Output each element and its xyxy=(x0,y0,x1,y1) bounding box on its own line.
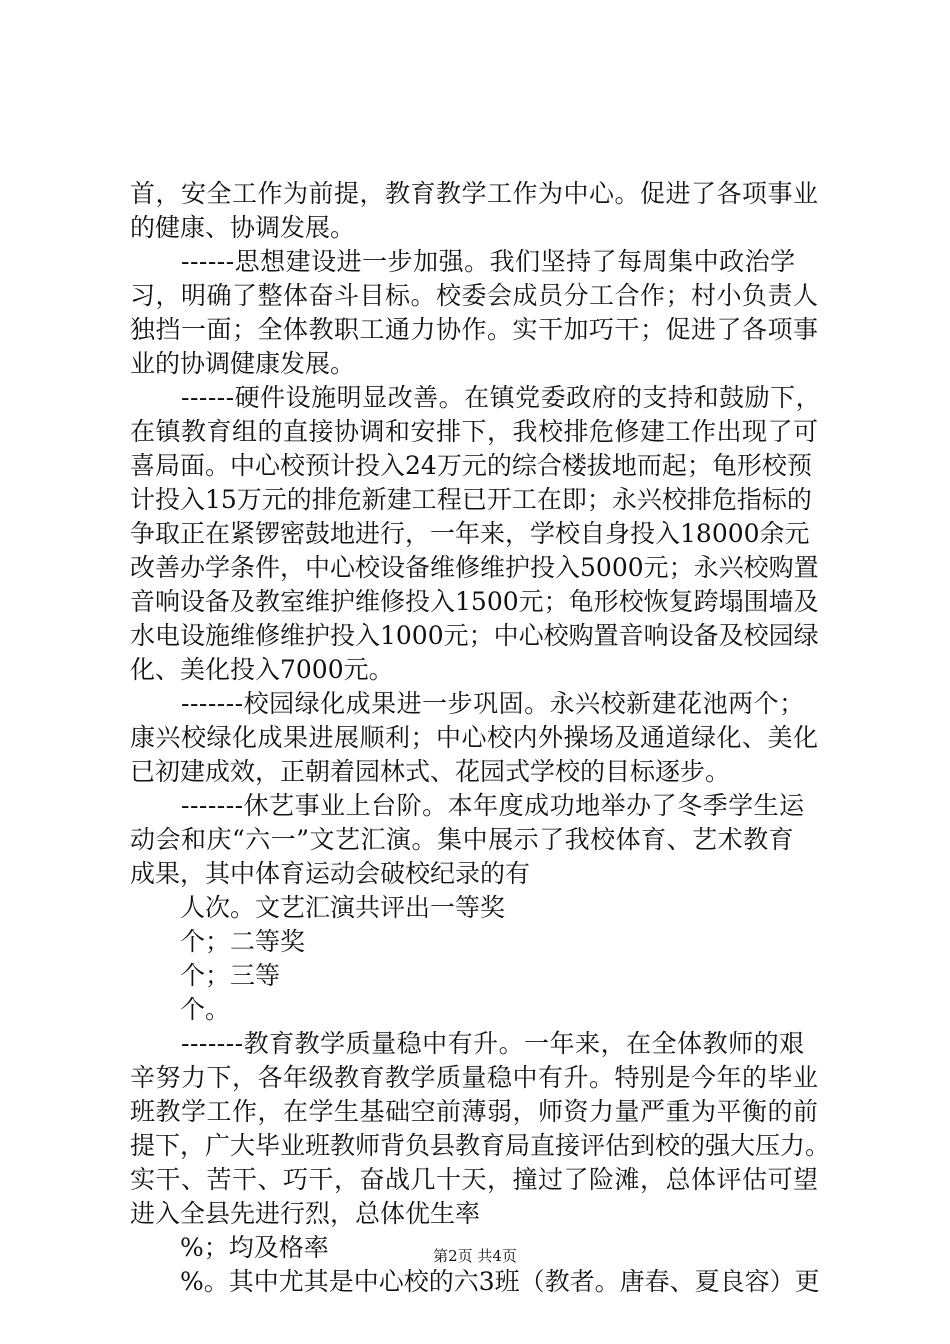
text-line: 音响设备及教室维护维修投入1500元；龟形校恢复跨塌围墙及 xyxy=(130,587,819,616)
text-line: 已初建成效，正朝着园林式、花园式学校的目标逐步。 xyxy=(130,757,731,786)
text-line: 的健康、协调发展。 xyxy=(130,213,356,242)
text-line: 提下，广大毕业班教师背负县教育局直接评估到校的强大压力。 xyxy=(130,1131,831,1160)
text-line: 进入全县先进行烈，总体优生率 xyxy=(130,1199,481,1228)
text-line: 个。 xyxy=(130,995,231,1024)
text-line: 喜局面。中心校预计投入24万元的综合楼拔地而起；龟形校预 xyxy=(130,451,812,480)
text-line: -------教育教学质量稳中有升。一年来，在全体教师的艰 xyxy=(130,1029,805,1058)
text-line: %；均及格率 xyxy=(130,1233,329,1262)
page-footer: 第2页 共4页 xyxy=(433,1247,517,1265)
text-line: 独挡一面；全体教职工通力协作。实干加巧干；促进了各项事 xyxy=(130,315,819,344)
text-line: 水电设施维修维护投入1000元；中心校购置音响设备及校园绿 xyxy=(130,621,819,650)
text-line: 化、美化投入7000元。 xyxy=(130,655,394,684)
text-line: -------校园绿化成果进一步巩固。永兴校新建花池两个； xyxy=(130,689,805,718)
text-line: -------休艺事业上台阶。本年度成功地举办了冬季学生运 xyxy=(130,791,805,820)
text-line: 个；二等奖 xyxy=(130,927,306,956)
text-line: 在镇教育组的直接协调和安排下，我校排危修建工作出现了可 xyxy=(130,417,819,446)
text-line: 业的协调健康发展。 xyxy=(130,349,356,378)
text-line: 动会和庆“六一”文艺汇演。集中展示了我校体育、艺术教育 xyxy=(130,825,795,854)
text-line: 班教学工作，在学生基础空前薄弱，师资力量严重为平衡的前 xyxy=(130,1097,819,1126)
text-line: 成果，其中体育运动会破校纪录的有 xyxy=(130,859,531,888)
text-line: 首，安全工作为前提，教育教学工作为中心。促进了各项事业 xyxy=(130,179,819,208)
text-line: %。其中尤其是中心校的六3班（教者。唐春、夏良容）更 xyxy=(130,1267,820,1296)
text-line: 辛努力下，各年级教育教学质量稳中有升。特别是今年的毕业 xyxy=(130,1063,819,1092)
text-line: ------硬件设施明显改善。在镇党委政府的支持和鼓励下， xyxy=(130,383,822,412)
text-line: 康兴校绿化成果进展顺利；中心校内外操场及通道绿化、美化 xyxy=(130,723,819,752)
text-line: 计投入15万元的排危新建工程已开工在即；永兴校排危指标的 xyxy=(130,485,812,514)
text-line: 实干、苦干、巧干，奋战几十天，撞过了险滩，总体评估可望 xyxy=(130,1165,819,1194)
text-line: ------思想建设进一步加强。我们坚持了每周集中政治学 xyxy=(130,247,796,276)
text-line: 人次。文艺汇演共评出一等奖 xyxy=(130,893,506,922)
text-line: 个；三等 xyxy=(130,961,281,990)
text-line: 习，明确了整体奋斗目标。校委会成员分工合作；村小负责人 xyxy=(130,281,819,310)
text-line: 改善办学条件，中心校设备维修维护投入5000元；永兴校购置 xyxy=(130,553,819,582)
text-line: 争取正在紧锣密鼓地进行，一年来，学校自身投入18000余元 xyxy=(130,519,810,548)
